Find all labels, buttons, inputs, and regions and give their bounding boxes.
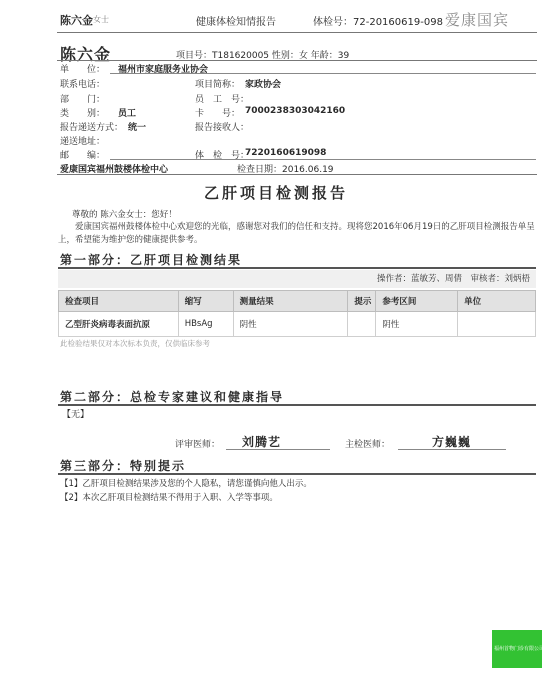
project-value: 家政协会 <box>245 80 282 90</box>
project-label: 项目简称： <box>195 80 241 90</box>
exam-no-label: 体 检 号： <box>195 151 250 161</box>
cell-reference: 阴性 <box>376 312 458 337</box>
dept-label: 部 门： <box>60 95 106 105</box>
unit-underline <box>110 73 536 74</box>
chief-signature: 方巍巍 <box>432 435 472 449</box>
patient-divider <box>57 60 537 61</box>
cell-unit <box>458 312 536 337</box>
report-title: 乙肝项目检测报告 <box>203 184 348 202</box>
cell-result: 阴性 <box>233 312 348 337</box>
part1-heading: 第一部分：乙肝项目检测结果 <box>60 253 243 267</box>
tip-item: 【2】本次乙肝项目检测结果不得用于入职、入学等事项。 <box>60 493 278 503</box>
exam-date: 检查日期：2016.06.19 <box>237 165 334 175</box>
staff-label: 员 工 号： <box>195 95 250 105</box>
operators-text: 操作者：蓝敏芳、周倩 审核者：刘炳梧 <box>376 274 530 284</box>
reviewer-signature: 刘腾艺 <box>242 435 282 449</box>
cell-hint <box>348 312 376 337</box>
cell-abbr: HBsAg <box>178 312 233 337</box>
greeting: 尊敬的 陈六金女士：您好！ <box>72 210 177 220</box>
delivery-value: 统一 <box>128 123 147 133</box>
exam-center: 爱康国宾福州鼓楼体检中心 <box>60 165 169 175</box>
category-value: 员工 <box>118 109 137 119</box>
delivery-label: 报告递送方式： <box>60 123 124 133</box>
table-row <box>59 312 536 337</box>
address-label: 递送地址： <box>60 137 106 147</box>
info-bottom-divider <box>57 174 537 175</box>
reviewer-label: 评审医师： <box>175 440 221 450</box>
reviewer-underline <box>226 449 330 450</box>
unit-value: 福州市家庭服务业协会 <box>118 65 209 75</box>
col-item: 检查项目 <box>59 291 179 312</box>
chief-underline <box>398 449 506 450</box>
card-label: 卡 号： <box>195 109 241 119</box>
result-note: 此检验结果仅对本次标本负责，仅供临床参考 <box>60 339 210 348</box>
stamp-text: 福州首物门诊有限公司 <box>494 646 545 652</box>
part2-rule <box>58 404 536 406</box>
receiver-label: 报告接收人： <box>195 123 250 133</box>
part3-rule <box>58 473 536 475</box>
results-header-row <box>59 291 536 312</box>
clinic-stamp <box>492 630 545 668</box>
brand-logo-text: 爱康国宾 <box>445 11 510 29</box>
part3-heading: 第三部分：特别提示 <box>60 459 187 473</box>
col-abbr: 缩写 <box>178 291 233 312</box>
part1-rule <box>58 267 536 269</box>
patient-code-line: 项目号：T181620005 性别：女 年龄：39 <box>176 51 350 61</box>
postcode-underline <box>110 159 536 160</box>
exam-no-value: 7220160619098 <box>245 148 327 158</box>
chief-label: 主检医师： <box>345 440 391 450</box>
tip-item: 【1】乙肝项目检测结果涉及您的个人隐私，请您谨慎向他人出示。 <box>60 479 312 489</box>
header-title-suffix: 女士 <box>93 15 109 24</box>
card-value: 7000238303042160 <box>245 106 346 116</box>
cell-item: 乙型肝炎病毒表面抗原 <box>59 312 179 337</box>
patient-name: 陈六金 <box>60 45 112 64</box>
col-reference: 参考区间 <box>376 291 458 312</box>
col-result: 测量结果 <box>233 291 348 312</box>
header-divider <box>57 32 537 33</box>
col-hint: 提示 <box>348 291 376 312</box>
col-unit: 单位 <box>458 291 536 312</box>
results-table <box>58 290 536 337</box>
unit-label: 单 位： <box>60 65 106 75</box>
postcode-label: 邮 编： <box>60 151 106 161</box>
header-report-title: 健康体检知情报告 <box>196 17 276 28</box>
advice-text: 【无】 <box>62 410 90 420</box>
category-label: 类 别： <box>60 109 106 119</box>
phone-label: 联系电话： <box>60 80 106 90</box>
header-exam-number: 体检号：72-20160619-098 <box>313 17 443 28</box>
header-patient-name: 陈六金 <box>60 14 93 27</box>
part2-heading: 第二部分：总检专家建议和健康指导 <box>60 390 285 404</box>
intro-paragraph: 爱康国宾福州鼓楼体检中心欢迎您的光临，感谢您对我们的信任和支持。现将您2016年06月19日的乙肝项目检测报告单呈上，希望能为维护您的健康提供参考。 <box>58 222 535 245</box>
